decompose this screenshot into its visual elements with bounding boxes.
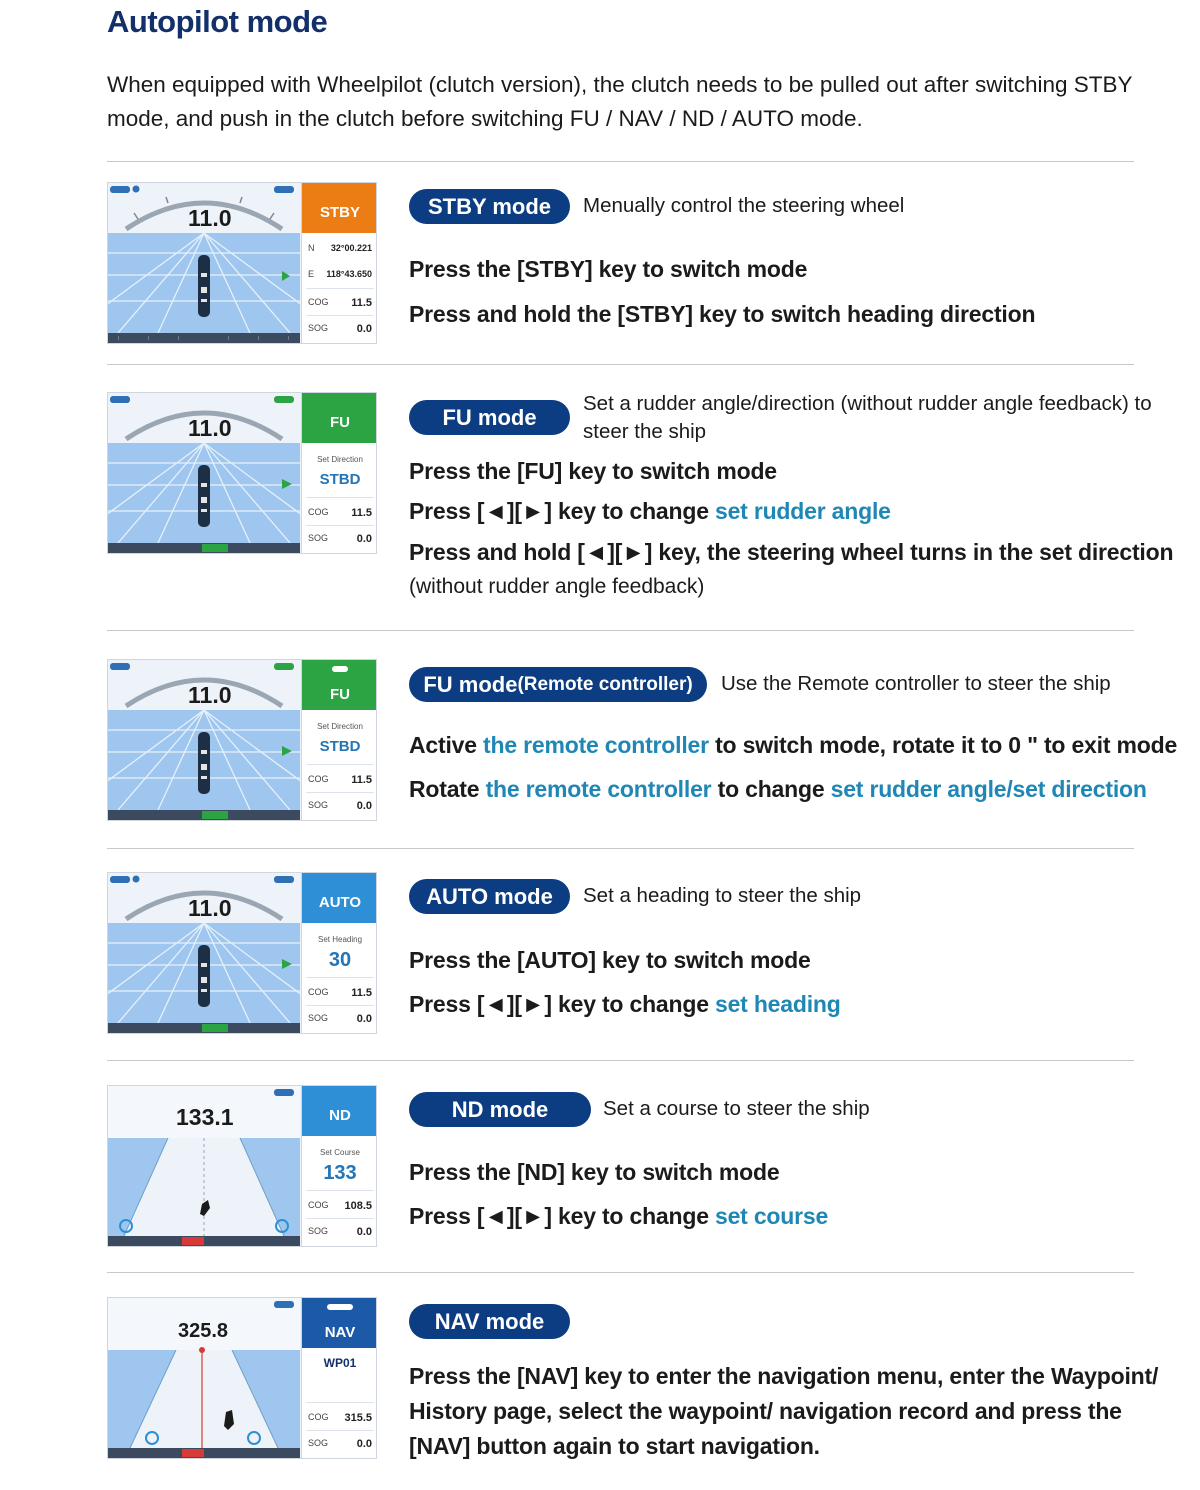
sog-row: SOG 0.0 [308,533,372,545]
waypoint-icon [327,1304,353,1310]
mode-tag: FU [302,393,377,443]
fu-mode-pill: FU mode [409,400,570,435]
stby-mode-description: Menually control the steering wheel [583,194,905,217]
set-direction-label: Set Direction [317,455,363,464]
divider [306,1005,374,1006]
waypoint-name: WP01 [323,1356,357,1370]
fu-remote-screen [107,659,377,821]
fu-remote-mode-pill: FU mode (Remote controller) [409,667,707,702]
set-heading-value: 30 [328,949,352,971]
fu-mode-description: Set a rudder angle/direction (without rudder angle feedback) to steer the ship [583,392,1152,443]
speed-readout: 11.0 [188,895,232,921]
intro-text: When equipped with Wheelpilot (clutch version), the clutch needs to be pulled out after switching STBY mode, and push in the clutch before switching FU / NAV / ND / AUTO mode. [107,72,1133,131]
info-panel [301,1298,377,1458]
fu-remote-description: Use the Remote controller to steer the ship [721,672,1111,695]
mode-tag: AUTO [302,873,377,923]
fu-instruction: Press the [FU] key to switch mode [409,458,777,484]
fu-instruction: Press [◄][►] key to change set rudder angle [409,498,891,524]
divider [306,525,374,526]
divider [306,1402,374,1403]
info-panel [301,393,377,553]
page-title: Autopilot mode [107,4,328,39]
info-panel [301,873,377,1033]
mode-tag: NAV [302,1298,377,1348]
auto-mode-description: Set a heading to steer the ship [583,884,862,907]
divider [306,1218,374,1219]
sog-row: SOG 0.0 [308,800,372,812]
divider [306,1190,374,1191]
fu-remote-instruction: Rotate the remote controller to change set rudder angle/set direction [409,776,1147,802]
fu-instruction: Press and hold [◄][►] key, the steering wheel turns in the set direction [409,539,1174,565]
fu-note: (without rudder angle feedback) [409,575,705,598]
fu-screen [107,392,377,554]
speed-readout: 11.0 [188,205,232,231]
set-direction-label: Set Direction [317,722,363,731]
mode-tag: STBY [302,183,377,233]
divider [107,364,1134,365]
divider [107,848,1134,849]
nav-mode-pill: NAV mode [409,1304,570,1339]
speed-readout: 133.1 [176,1104,234,1130]
cog-row: COG 11.5 [308,987,372,999]
nd-instruction: Press [◄][►] key to change set course [409,1203,829,1229]
remote-icon [332,666,348,672]
cog-row: COG 11.5 [308,774,372,786]
auto-screen [107,872,377,1034]
nav-instruction: Press the [NAV] key to enter the navigation menu, enter the Waypoint/ History page, select the waypoint/ navigation record and press the [NAV] button again to start navigation. [409,1363,1159,1459]
divider [107,1272,1134,1273]
sog-row: SOG 0.0 [308,1438,372,1450]
cog-row: COG 11.5 [308,297,372,309]
divider [306,1430,374,1431]
cog-row: COG 11.5 [308,507,372,519]
auto-mode-pill: AUTO mode [409,879,570,914]
divider [306,792,374,793]
set-course-label: Set Course [319,1148,361,1157]
stby-instruction: Press the [STBY] key to switch mode [409,256,808,282]
nd-mode-description: Set a course to steer the ship [603,1097,870,1120]
stby-screen [107,182,377,344]
auto-instruction: Press [◄][►] key to change set heading [409,991,841,1017]
info-panel [301,660,377,820]
divider [306,764,374,765]
set-direction-value: STBD [319,471,361,488]
nd-screen [107,1085,377,1247]
divider [107,630,1134,631]
cog-row: COG 108.5 [308,1200,372,1212]
info-panel [301,183,377,343]
mode-tag: FU [302,660,377,710]
divider [306,497,374,498]
lat-row: N 32°00.221 [308,243,372,253]
divider [306,288,374,289]
set-heading-label: Set Heading [317,935,363,944]
nd-instruction: Press the [ND] key to switch mode [409,1159,780,1185]
divider [306,977,374,978]
divider [107,161,1134,162]
mode-tag: ND [302,1086,377,1136]
stby-instruction: Press and hold the [STBY] key to switch heading direction [409,301,1036,327]
stby-mode-pill: STBY mode [409,189,570,224]
nav-screen [107,1297,377,1459]
fu-remote-instruction: Active the remote controller to switch mode, rotate it to 0 " to exit mode [409,732,1178,758]
sog-row: SOG 0.0 [308,1013,372,1025]
lon-row: E 118°43.650 [308,269,372,279]
cog-row: COG 315.5 [308,1412,372,1424]
set-course-value: 133 [323,1162,357,1184]
set-direction-value: STBD [319,738,361,755]
speed-readout: 11.0 [188,415,232,441]
info-panel [301,1086,377,1246]
speed-readout: 11.0 [188,682,232,708]
sog-row: SOG 0.0 [308,1226,372,1238]
nd-mode-pill: ND mode [409,1092,591,1127]
divider [107,1060,1134,1061]
auto-instruction: Press the [AUTO] key to switch mode [409,947,811,973]
speed-readout: 325.8 [178,1320,229,1342]
divider [306,315,374,316]
sog-row: SOG 0.0 [308,323,372,335]
